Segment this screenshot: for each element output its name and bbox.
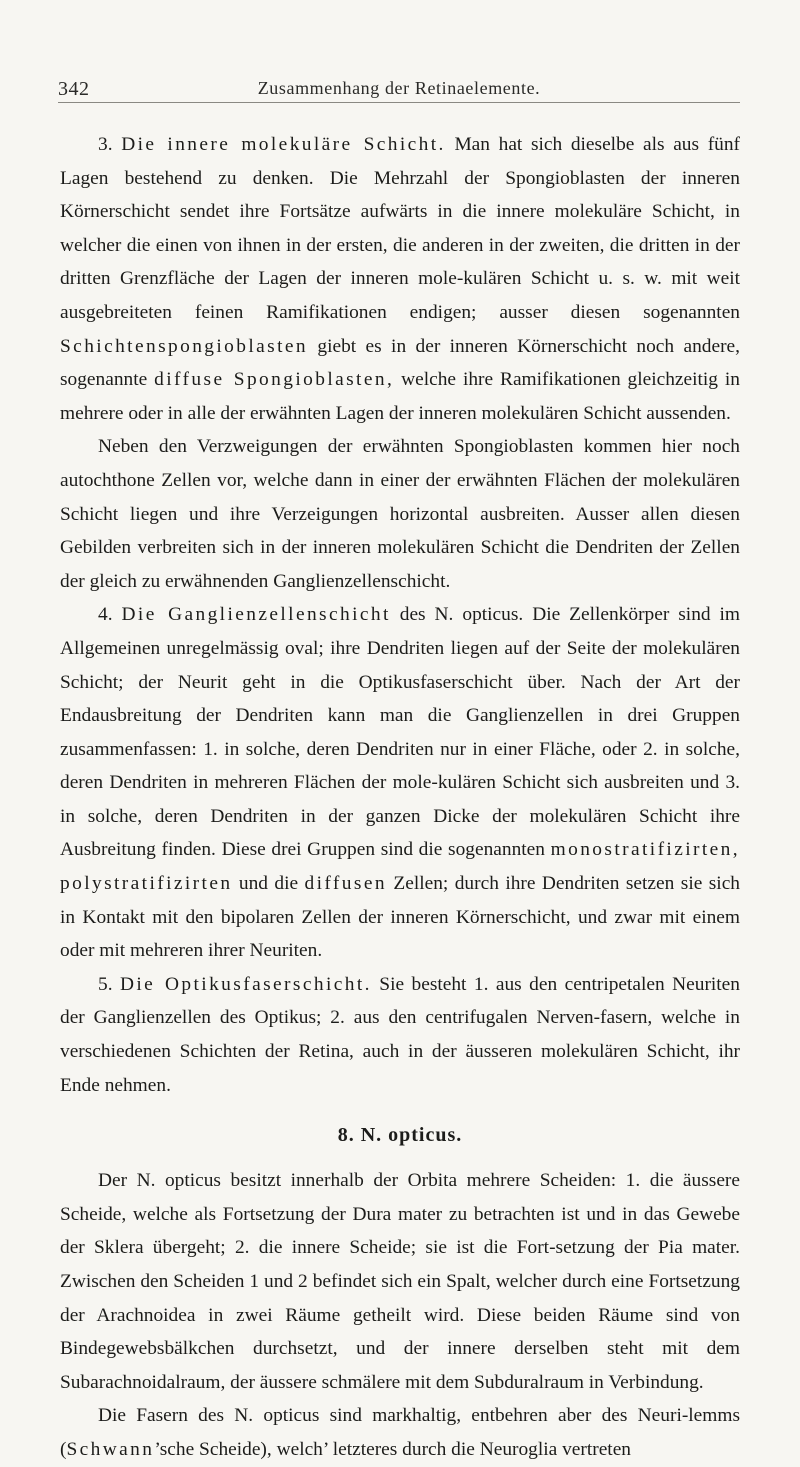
paragraph-text: und die <box>232 873 305 895</box>
paragraph-optic-fiber-layer <box>60 968 740 1102</box>
section-heading: 8. N. opticus. <box>337 1124 463 1147</box>
paragraph-text: Zellen; durch ihre Dendriten setzen sie sich in Kontakt mit den bipolaren Zellen der inneren Körnerschicht, und zwar mit einem oder mit mehreren ihrer Neuriten. <box>60 873 740 962</box>
paragraph-text: ’sche Scheide), welch’ letzteres durch die Neuroglia vertreten <box>154 1438 632 1460</box>
paragraph-text: Die Fasern des N. opticus sind markhaltig, entbehren aber des Neuri-lemms ( <box>60 1405 740 1460</box>
spaced-term: Schwann <box>66 1438 155 1460</box>
paragraph-text: Man hat sich dieselbe als aus fünf Lagen bestehend zu denken. Die Mehrzahl der Spongioblasten der inneren Körnerschicht sendet ihre Fortsätze aufwärts in die innere molekuläre Schicht, in welcher die einen von ihnen in der ersten, die anderen in der zweiten, die dritten in der dritten Grenzfläche der Lagen der inneren mole-kulären Schicht u. s. w. mit weit ausgebreiteten feinen Ramifikationen endigen; ausser diesen sogenannten <box>60 134 740 323</box>
spaced-term: diffuse Spongioblasten, <box>154 369 395 391</box>
spaced-term: Schichtenspongioblasten <box>60 335 308 357</box>
paragraph-autochthone-cells: Neben den Verzweigungen der erwähnten Spongioblasten kommen hier noch autochthone Zellen vor, welche dann in einer der erwähnten Flächen der molekulären Schicht liegen und ihre Verzeigungen horizontal ausbreiten. Ausser allen diesen Gebilden verbreiten sich in der inneren molekulären Schicht die Dendriten der Zellen der gleich zu erwähnenden Ganglienzellenschicht. <box>60 436 740 592</box>
spaced-term: diffusen <box>304 873 387 895</box>
paragraph-text: Sie besteht 1. aus den centripetalen Neuriten der Ganglienzellen des Optikus; 2. aus den centrifugalen Nerven-fasern, welche in verschiedenen Schichten der Retina, auch in der äusseren molekulären Schicht, ihr Ende nehmen. <box>60 973 740 1096</box>
paragraph-optic-nerve-sheaths: Der N. opticus besitzt innerhalb der Orbita mehrere Scheiden: 1. die äussere Scheide, welche als Fortsetzung der Dura mater zu betrachten ist und in das Gewebe der Sklera übergeht; 2. die innere Scheide; sie ist die Fort-setzung der Pia mater. Zwischen den Scheiden 1 und 2 befindet sich ein Spalt, welcher durch eine Fortsetzung der Arachnoidea in zwei Räume getheilt wird. Diese beiden Räume sind von Bindegewebsbälkchen durchsetzt, und der innere derselben steht mit dem Subarachnoidalraum, der äussere schmälere mit dem Subduralraum in Verbindung. <box>60 1170 740 1393</box>
paragraph-ganglion-cell-layer <box>60 598 740 968</box>
spaced-term: Die Ganglienzellenschicht <box>121 604 391 626</box>
paragraph-optic-nerve-fibers <box>60 1399 740 1466</box>
page-number: 342 <box>58 78 90 100</box>
paragraph-text: giebt es in der inneren Körnerschicht noch andere, sogenannte <box>60 335 740 391</box>
paragraph-text: welche ihre Ramifikationen gleichzeitig in mehrere oder in alle der erwähnten Lagen der inneren molekulären Schicht aussenden. <box>60 369 741 424</box>
paragraph-text: des N. opticus. Die Zellenkörper sind im Allgemeinen unregelmässig oval; ihre Dendriten liegen auf der Seite der molekulären Schicht; der Neurit geht in die Optikusfaserschicht über. Nach der Art der Endausbreitung der Dendriten kann man die Ganglienzellen in drei Gruppen zusammenfassen: 1. in solche, deren Dendriten nur in einer Fläche, oder 2. in solche, deren Dendriten in mehreren Flächen der mole-kulären Schicht sich ausbreiten und 3. in solche, deren Dendriten in der ganzen Dicke der molekulären Schicht ihre Ausbreitung finden. Diese drei Gruppen sind die sogenannten <box>60 604 741 861</box>
spaced-term: Die innere molekuläre Schicht. <box>121 134 446 155</box>
spaced-term: monostratifizirten, polystratifizirten <box>60 839 740 895</box>
spaced-term: Die Optikusfaserschicht. <box>119 973 372 995</box>
running-title: Zusammenhang der Retinaelemente. <box>257 78 541 98</box>
item-number: 3. <box>98 134 122 155</box>
page-header <box>58 76 740 103</box>
page-body <box>60 128 740 1467</box>
item-number: 5. <box>98 973 120 995</box>
paragraph-inner-molecular-layer <box>60 128 740 430</box>
item-number: 4. <box>98 604 122 626</box>
